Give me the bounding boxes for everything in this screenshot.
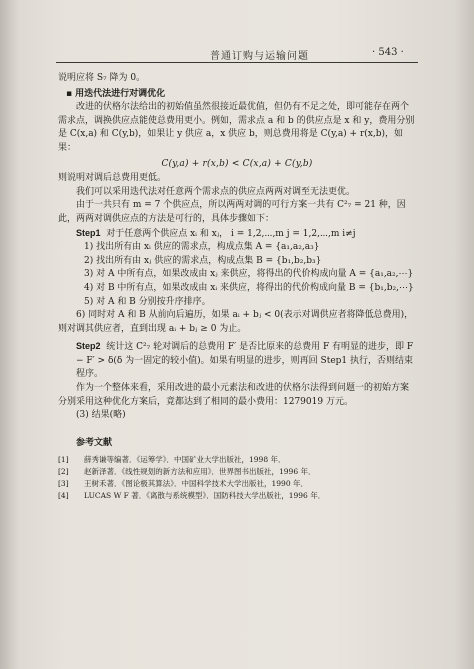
reference-text: 赵新泽著．《线性规划的新方法和应用》．世界图书出版社，1996 年． bbox=[84, 467, 316, 477]
reference-number: [4] bbox=[58, 491, 69, 501]
paragraph-5: 作为一个整体来看，采用改进的最小元素法和改进的伏格尔法得到问题一的初始方案分别采用这种优化方案后，竟都达到了相同的最小费用：1279019 万元。 bbox=[58, 383, 410, 407]
intro-line: 说明应将 S₇ 降为 0。 bbox=[58, 73, 146, 83]
reference-number: [3] bbox=[58, 479, 69, 489]
page-number: · 543 · bbox=[372, 47, 404, 58]
step1-line bbox=[58, 227, 416, 242]
step1-item-3: 3) 对 A 中所有点，如果改成由 xⱼ 来供应，将得出的代价构成向量 A = {a₁,a₂,⋯} bbox=[84, 269, 414, 280]
paragraph-3: 我们可以采用迭代法对任意两个需求点的供应点两两对调至无法更优。 bbox=[76, 186, 356, 197]
square-bullet-icon: ▪ bbox=[66, 88, 73, 99]
running-head-title: 普通订购与运输问题 bbox=[210, 51, 309, 62]
reference-item bbox=[58, 478, 416, 490]
reference-item bbox=[58, 466, 416, 478]
running-head bbox=[0, 36, 474, 66]
paragraph-1: 改进的伏格尔法给出的初始值虽然很接近最优值，但仍有不足之处，即可能存在两个需求点，调换供应点能使总费用更小。例如，需求点 a 和 b 的供应点是 x 和 y，费用分别是 C(x,a) 和 C(y,b)，如果让 y 供应 a，x 供应 b，则总费用将是 C(y,a) + r(x,b)，如果： bbox=[58, 102, 415, 153]
reference-item bbox=[58, 454, 416, 466]
step1-item-1: 1) 找出所有由 xᵢ 供应的需求点，构成点集 A = {a₁,a₂,a₃} bbox=[84, 242, 320, 253]
step2-text: 统计这 C²₇ 轮对调后的总费用 F′ 是否比原来的总费用 F 有明显的进步，即 F − F′ > δ(δ 为一固定的较小值)。如果有明显的进步，则再回 Step1 执行，否则结束程序。 bbox=[76, 342, 414, 380]
step1-text: 对于任意两个供应点 xᵢ 和 xⱼ， i = 1,2,⋯,m j = 1,2,⋯,m i≠j bbox=[106, 228, 356, 239]
section-heading-text: 用迭代法进行对调优化 bbox=[75, 88, 166, 99]
section-heading bbox=[58, 88, 416, 102]
body-text bbox=[58, 72, 416, 502]
reference-number: [2] bbox=[58, 467, 69, 477]
reference-number: [1] bbox=[58, 455, 69, 465]
reference-text: 王树禾著．《图论极其算法》．中国科学技术大学出版社，1990 年． bbox=[84, 479, 308, 489]
paragraph-4: 由于一共只有 m = 7 个供应点，所以两两对调的可行方案一共有 C²₇ = 21 种，因此，两两对调供应点的方法是可行的，具体步骤如下： bbox=[58, 200, 406, 224]
step1-item-6: 6) 同时对 A 和 B 从前向后遍历，如果 aᵢ + bⱼ < 0(表示对调供应者将降低总费用)，则对调其供应者，直到出现 aᵢ + bⱼ ≥ 0 为止。 bbox=[58, 310, 414, 334]
step1-label: Step1 bbox=[76, 227, 101, 238]
step1-item-5: 5) 对 A 和 B 分别按升序排序。 bbox=[84, 296, 211, 307]
step2-label: Step2 bbox=[76, 341, 101, 352]
formula: C(y,a) + r(x,b) < C(x,a) + C(y,b) bbox=[161, 158, 313, 169]
step2-line bbox=[58, 340, 416, 382]
paragraph-2: 则说明对调后总费用更低。 bbox=[58, 173, 167, 184]
reference-text: 薛秀谦等编著．《运筹学》．中国矿业大学出版社，1998 年． bbox=[84, 455, 286, 465]
result-line: (3) 结果(略) bbox=[76, 410, 126, 421]
reference-text: LUCAS W F 著．《离散与系统模型》．国防科技大学出版社，1996 年． bbox=[84, 491, 326, 501]
reference-item bbox=[58, 490, 416, 502]
step1-item-2: 2) 找出所有由 xⱼ 供应的需求点，构成点集 B = {b₁,b₂,b₃} bbox=[84, 255, 322, 266]
step1-item-4: 4) 对 B 中所有点，如果改成由 xᵢ 来供应，将得出的代价构成向量 B = {b₁,b₂,⋯} bbox=[84, 282, 414, 293]
header-rule bbox=[56, 62, 418, 63]
references-heading: 参考文献 bbox=[76, 437, 113, 448]
